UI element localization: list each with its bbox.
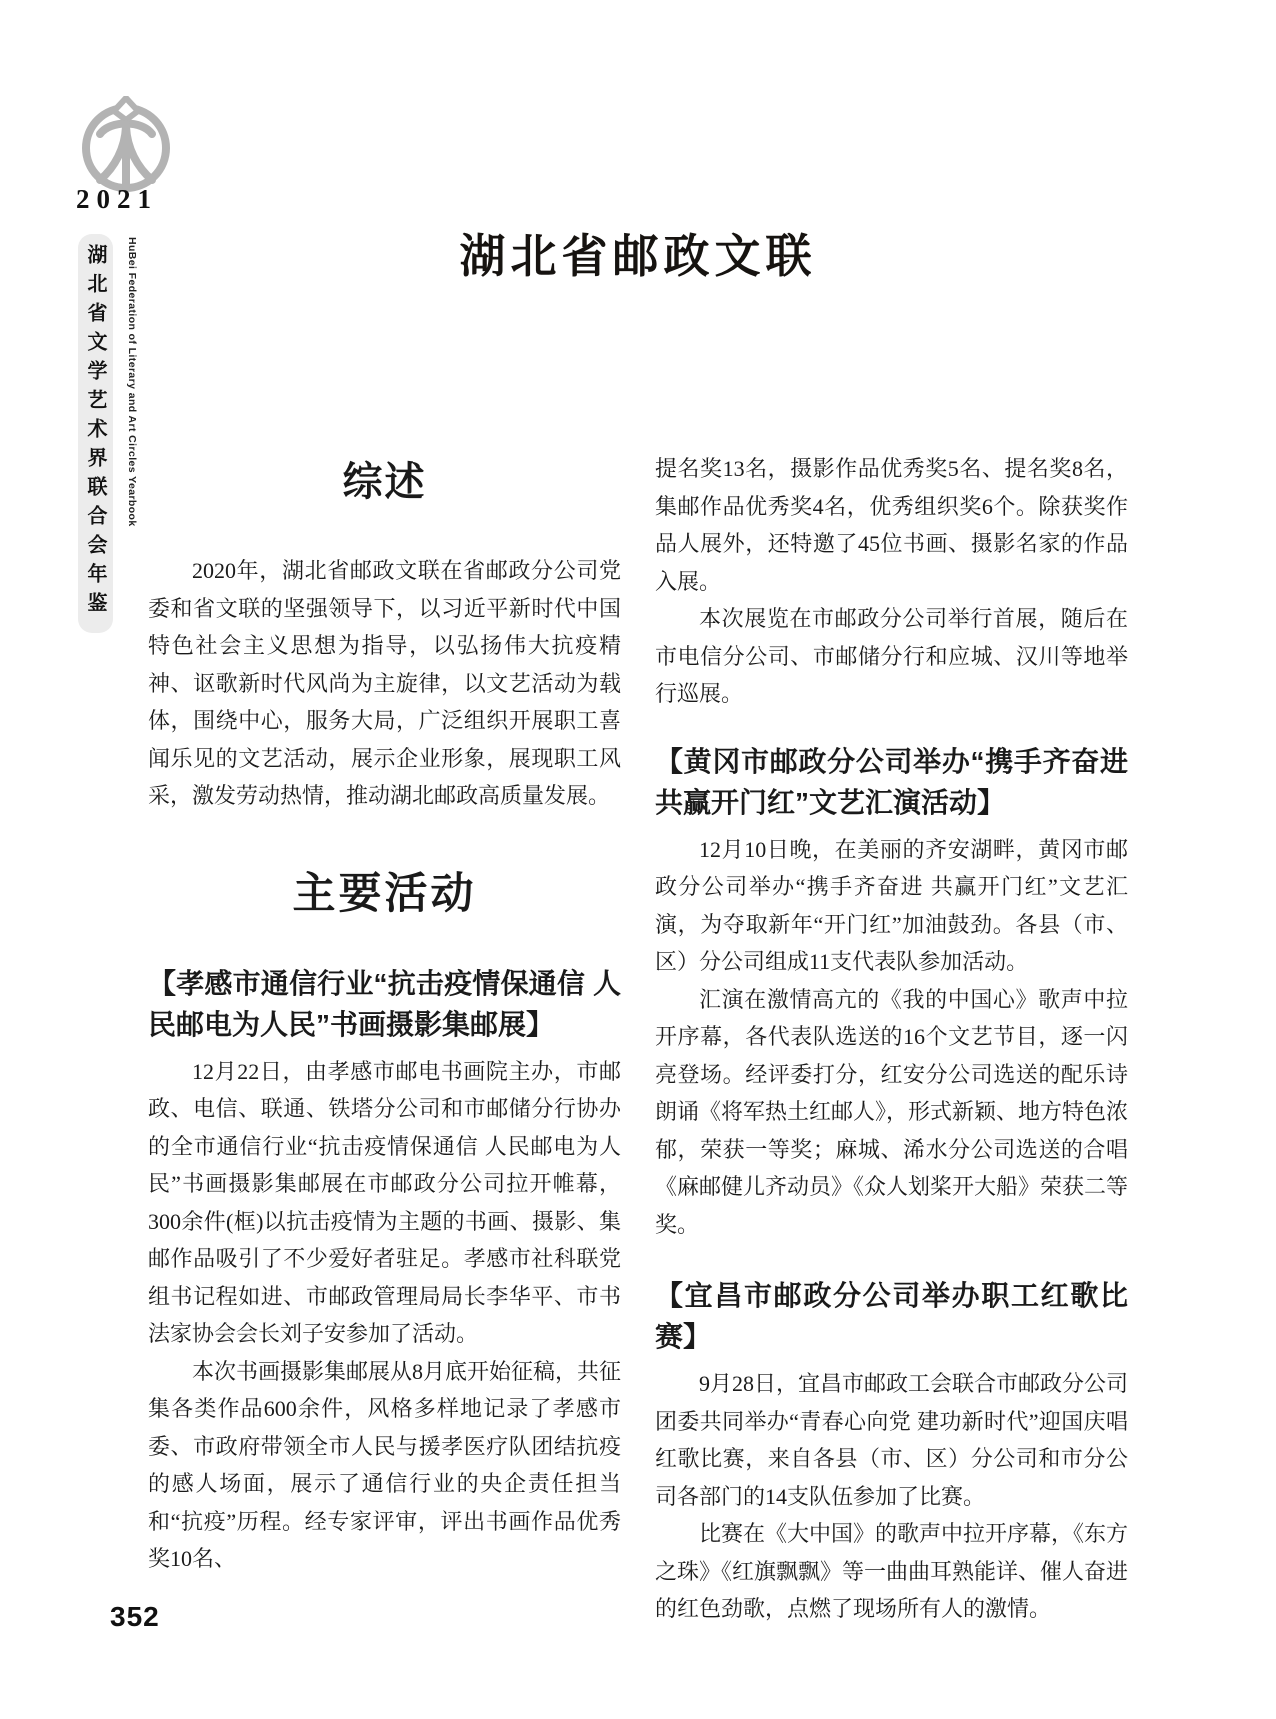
section1-paragraph-2-left: 本次书画摄影集邮展从8月底开始征稿，共征集各类作品600余件，风格多样地记录了孝感市委、市政府带领全市人民与援孝医疗队团结抗疫的感人场面，展示了通信行业的央企责任担当和“抗疫”历程。经专家评审，评出书画作品优秀奖10名、 xyxy=(148,1358,622,1571)
page-number: 352 xyxy=(110,1601,160,1632)
left-column xyxy=(148,438,621,1578)
overview-heading: 综述 xyxy=(342,460,427,504)
section2-heading: 【黄冈市邮政分公司举办“携手齐奋进 共赢开门红”文艺汇演活动】 xyxy=(655,745,1128,818)
section1-paragraph-3: 本次展览在市邮政分公司举行首展，随后在市电信分公司、市邮储分行和应城、汉川等地举行巡展。 xyxy=(655,606,1128,706)
section3-paragraph-1: 9月28日，宜昌市邮政工会联合市邮政分公司团委共同举办“青春心向党 建功新时代”迎国庆唱红歌比赛，来自各县（市、区）分公司和市分公司各部门的14支队伍参加了比赛。 xyxy=(655,1371,1129,1509)
section2-paragraph-2: 汇演在激情高亢的《我的中国心》歌声中拉开序幕，各代表队选送的16个文艺节目，逐一闪亮登场。经评委打分，红安分公司选送的配乐诗朗诵《将军热土红邮人》，形式新颖、地方特色浓郁，荣获一等奖；麻城、浠水分公司选送的合唱《麻邮健儿齐动员》《众人划桨开大船》荣获二等奖。 xyxy=(655,986,1129,1237)
main-activities-heading: 主要活动 xyxy=(292,869,477,918)
section1-paragraph-2-continued: 提名奖13名，摄影作品优秀奖5名、提名奖8名，集邮作品优秀奖4名，优秀组织奖6个。除获奖作品人展外，还特邀了45位书画、摄影名家的作品入展。 xyxy=(655,456,1128,594)
sidebar-title-en: HuBei Federation of Literary and Art Circles Yearbook xyxy=(126,237,138,527)
section2-paragraph-1: 12月10日晚，在美丽的齐安湖畔，黄冈市邮政分公司举办“携手齐奋进 共赢开门红”文艺汇演，为夺取新年“开门红”加油鼓劲。各县（市、区）分公司组成11支代表队参加活动。 xyxy=(655,836,1128,974)
sidebar-title-cn: 湖北省文学艺术界联合会年鉴 xyxy=(84,244,106,621)
page-title: 湖北省邮政文联 xyxy=(459,231,817,282)
sidebar xyxy=(78,234,148,634)
federation-logo-icon xyxy=(70,96,186,192)
year-label: 2021 xyxy=(76,184,158,214)
section1-paragraph-1: 12月22日，由孝感市邮电书画院主办，市邮政、电信、联通、铁塔分公司和市邮储分行协办的全市通信行业“抗击疫情保通信 人民邮电为人民”书画摄影集邮展在市邮政分公司拉开帷幕，300余件(框)以抗击疫情为主题的书画、摄影、集邮作品吸引了不少爱好者驻足。孝感市社科联党组书记程如进、市邮政管理局局长李华平、市书法家协会会长刘子安参加了活动。 xyxy=(148,1058,621,1346)
section3-heading: 【宜昌市邮政分公司举办职工红歌比赛】 xyxy=(655,1280,1128,1352)
overview-paragraph: 2020年，湖北省邮政文联在省邮政分公司党委和省文联的坚强领导下，以习近平新时代中国特色社会主义思想为指导，以弘扬伟大抗疫精神、讴歌新时代风尚为主旋律，以文艺活动为载体，围绕中心，服务大局，广泛组织开展职工喜闻乐见的文艺活动，展示企业形象，展现职工风采，激发劳动热情，推动湖北邮政高质量发展。 xyxy=(148,558,621,808)
section1-heading: 【孝感市通信行业“抗击疫情保通信 人民邮电为人民”书画摄影集邮展】 xyxy=(148,967,621,1040)
sidebar-title-strip xyxy=(78,234,113,633)
section3-paragraph-2: 比赛在《大中国》的歌声中拉开序幕，《东方之珠》《红旗飘飘》等一曲曲耳熟能详、催人奋进的红色劲歌，点燃了现场所有人的激情。 xyxy=(655,1521,1129,1621)
right-column xyxy=(655,438,1128,1628)
